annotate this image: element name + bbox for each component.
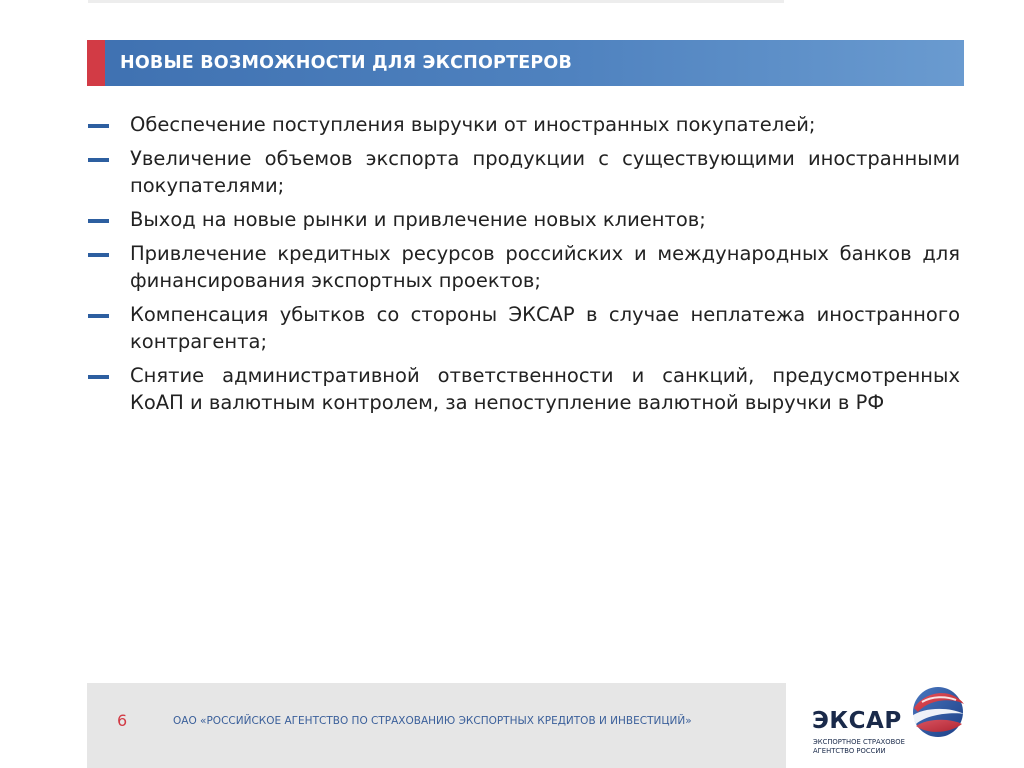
title-accent-stripe xyxy=(87,40,105,86)
bullet-text: Увеличение объемов экспорта продукции с существующими иностранными покупателями; xyxy=(130,147,960,197)
bullet-item xyxy=(88,206,960,233)
dash-bullet-icon xyxy=(88,219,109,223)
bullet-item xyxy=(88,240,960,294)
dash-bullet-icon xyxy=(88,314,109,318)
dash-bullet-icon xyxy=(88,124,109,128)
bullet-text: Обеспечение поступления выручки от иностранных покупателей; xyxy=(130,113,816,136)
dash-bullet-icon xyxy=(88,253,109,257)
bullet-item xyxy=(88,301,960,355)
bullet-item xyxy=(88,111,960,138)
dash-bullet-icon xyxy=(88,158,109,162)
bullet-text: Снятие административной ответственности и санкций, предусмотренных КоАП и валютным контролем, за непоступление валютной выручки в РФ xyxy=(130,364,960,414)
bullet-text: Выход на новые рынки и привлечение новых клиентов; xyxy=(130,208,706,231)
bullet-item xyxy=(88,362,960,416)
eksar-logo xyxy=(810,682,970,762)
logo-subtitle-line: ЭКСПОРТНОЕ СТРАХОВОЕ xyxy=(813,738,905,746)
bullet-text: Компенсация убытков со стороны ЭКСАР в случае неплатежа иностранного контрагента; xyxy=(130,303,960,353)
logo-wordmark: ЭКСАР xyxy=(812,708,902,734)
bullet-item xyxy=(88,145,960,199)
dash-bullet-icon xyxy=(88,375,109,379)
bullet-text: Привлечение кредитных ресурсов российских и международных банков для финансирования экспортных проектов; xyxy=(130,242,960,292)
slide-title: НОВЫЕ ВОЗМОЖНОСТИ ДЛЯ ЭКСПОРТЕРОВ xyxy=(120,53,573,73)
logo-subtitle xyxy=(813,738,933,755)
organization-name: ОАО «РОССИЙСКОЕ АГЕНТСТВО ПО СТРАХОВАНИЮ ЭКСПОРТНЫХ КРЕДИТОВ И ИНВЕСТИЦИЙ» xyxy=(173,715,692,727)
slide-title-bar xyxy=(87,40,964,86)
top-divider xyxy=(88,0,784,3)
page-number: 6 xyxy=(117,711,128,730)
globe-icon xyxy=(908,682,966,740)
logo-subtitle-line: АГЕНТСТВО РОССИИ xyxy=(813,746,886,755)
bullet-list xyxy=(88,111,960,423)
footer-bar xyxy=(87,683,786,768)
